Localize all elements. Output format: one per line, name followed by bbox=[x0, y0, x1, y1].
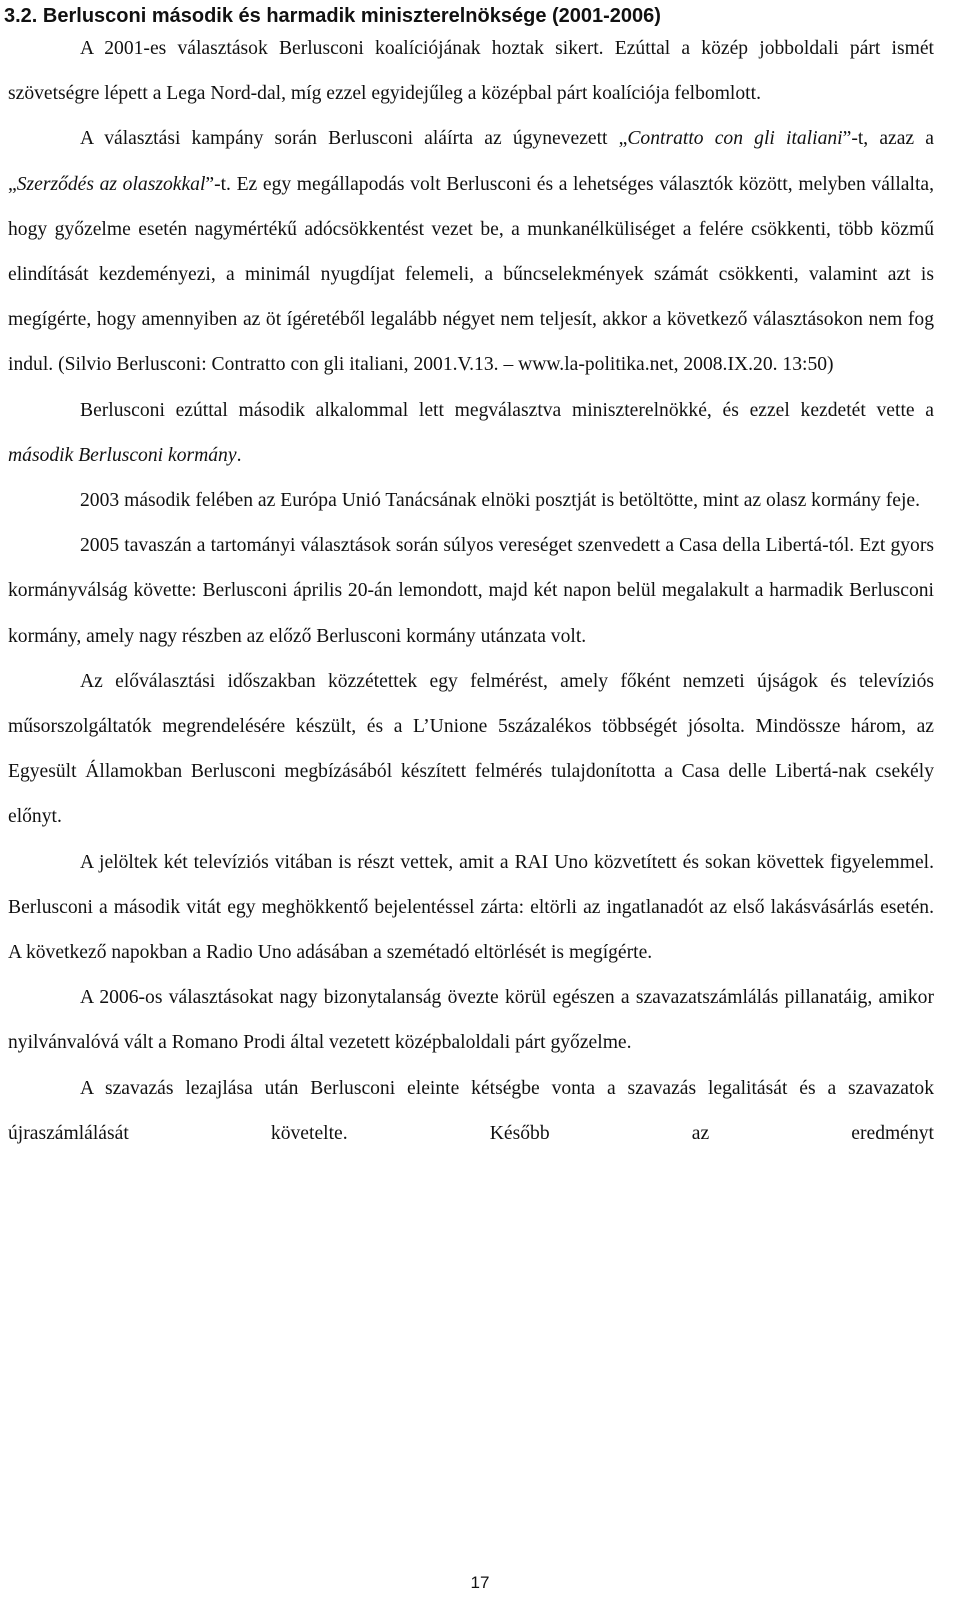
second-government-text-a: Berlusconi ezúttal második alkalommal lett megválasztva miniszterelnökké, és ezzel kezdetét vette a bbox=[80, 399, 934, 421]
paragraph-polls: Az előválasztási időszakban közzétettek egy felmérést, amely főként nemzeti újságok és televíziós műsorszolgáltatók megrendelésére készült, és a L’Unione 5százalékos többségét jósolta. Mindössze három, az Egyesült Államokban Berlusconi megbízásából készített felmérés tulajdonította a Casa delle Libertá-nak csekély előnyt. bbox=[8, 670, 934, 828]
paragraph-2001-elections: A 2001-es választások Berlusconi koalíciójának hoztak sikert. Ezúttal a közép jobboldali párt ismét szövetségre lépett a Lega Nord-dal, míg ezzel egyidejűleg a középbal párt koalíciója felbomlott. bbox=[8, 38, 934, 105]
second-government-italic: második Berlusconi kormány bbox=[8, 444, 237, 466]
second-government-text-c: . bbox=[236, 444, 242, 466]
paragraph-eu-presidency: 2003 második felében az Európa Unió Tanácsának elnöki posztját is betöltötte, mint az olasz kormány feje. bbox=[80, 490, 920, 512]
paragraph-2005-crisis: 2005 tavaszán a tartományi választások során súlyos vereséget szenvedett a Casa della Libertá-tól. Ezt gyors kormányválság követte: Berlusconi április 20-án lemondott, majd két napon belül megalakult a harmadik Berlusconi kormány, amely nagy részben az előző Berlusconi kormány utánzata volt. bbox=[8, 535, 934, 647]
contratto-text-e: ”-t. Ez egy megállapodás volt Berlusconi és a lehetséges választók között, melyben vállalta, hogy győzelme esetén nagymértékű adócsökkentést vezet be, a munkanélküliséget a felére csökkenti, több közmű elindítását kezdeményezi, a minimál nyugdíjat felemeli, a bűncselekmények számát csökkenti, valamint azt is megígérte, hogy amennyiben az öt ígéretéből legalább négyet nem teljesít, akkor a következő választásokon nem fog indul. (Silvio Berlusconi: Contratto con gli italiani, 2001.V.13. – www.la-politika.net, 2008.IX.20. 13:50) bbox=[8, 173, 934, 376]
paragraph-2006-elections: A 2006-os választásokat nagy bizonytalanság övezte körül egészen a szavazatszámlálás pillanatáig, amikor nyilvánvalóvá vált a Romano Prodi által vezetett középbaloldali párt győzelme. bbox=[8, 987, 934, 1054]
section-heading: 3.2. Berlusconi második és harmadik miniszterelnöksége (2001-2006) bbox=[4, 5, 661, 27]
body-text bbox=[8, 26, 934, 1156]
contratto-title-italian: Contratto con gli italiani bbox=[627, 128, 843, 150]
paragraph-recount: A szavazás lezajlása után Berlusconi eleinte kétségbe vonta a szavazás legalitását és a szavazatok újraszámlálását követelte. Később az eredményt bbox=[8, 1077, 934, 1144]
contratto-text-c: ”-t, azaz a „ bbox=[8, 128, 934, 195]
page-number: 17 bbox=[470, 1573, 490, 1592]
paragraph-second-government bbox=[8, 388, 934, 478]
paragraph-contratto bbox=[8, 116, 934, 387]
contratto-title-hungarian: Szerződés az olaszokkal bbox=[16, 173, 206, 195]
paragraph-tv-debates: A jelöltek két televíziós vitában is részt vettek, amit a RAI Uno közvetített és sokan követtek figyelemmel. Berlusconi a második vitát egy meghökkentő bejelentéssel zárta: eltörli az ingatlanadót az első lakásvásárlás esetén. A következő napokban a Radio Uno adásában a szemétadó eltörlését is megígérte. bbox=[8, 851, 934, 964]
contratto-text-a: A választási kampány során Berlusconi aláírta az úgynevezett „ bbox=[80, 128, 628, 150]
